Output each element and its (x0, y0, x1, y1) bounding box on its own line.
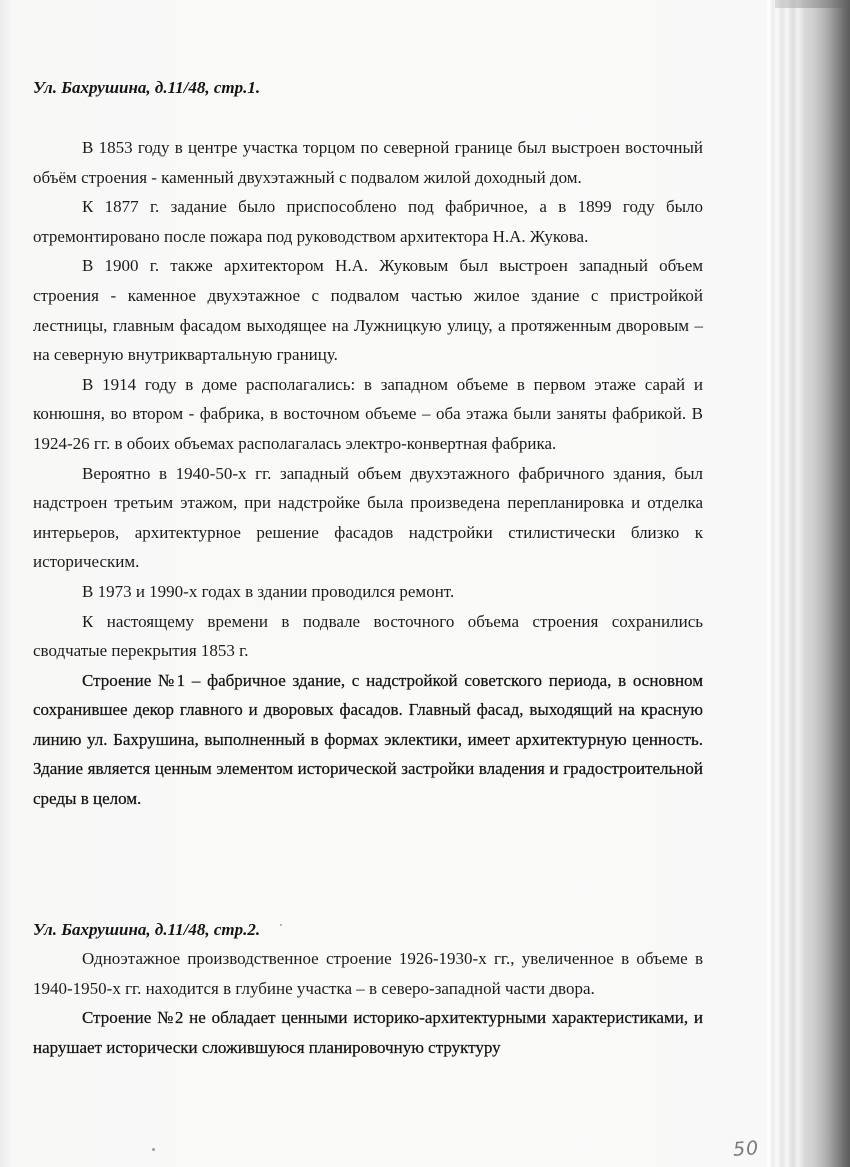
paragraph: К настоящему времени в подвале восточного объема строения сохранились сводчатые перекрытия 1853 г. (33, 611, 703, 661)
paragraph: В 1973 и 1990-х годах в здании проводился ремонт. (82, 581, 455, 601)
page-number: 50 (732, 1137, 760, 1161)
paragraph: В 1914 году в доме располагались: в западном объеме в первом этаже сарай и конюшня, во втором - фабрика, в восточном объеме – оба этажа были заняты фабрикой. В 1924-26 гг. в обоих объемах располагалась электро-конвертная фабрика. (33, 374, 703, 453)
paragraph-assessment: Строение №2 не обладает ценными историко-архитектурными характеристиками, и нарушает исторически сложившуюся планировочную структуру (33, 1008, 703, 1057)
paragraph: Вероятно в 1940-50-х гг. западный объем двухэтажного фабричного здания, был надстроен третьим этажом, при надстройке была произведена перепланировка и отделка интерьеров, архитектурное решение фасадов надстройки стилистически близко к историческим. (33, 463, 703, 572)
paragraph: В 1900 г. также архитектором Н.А. Жуковым был выстроен западный объем строения - каменное двухэтажное с подвалом частью жилое здание с пристройкой лестницы, главным фасадом выходящее на Лужницкую улицу, а протяженным дворовым – на северную внутриквартальную границу. (33, 256, 703, 365)
section-heading-2: Ул. Бахрушина, д.11/48, стр.2. (33, 920, 261, 939)
page-stack-edge (765, 0, 850, 1167)
section-heading-1: Ул. Бахрушина, д.11/48, стр.1. (33, 78, 261, 97)
scan-speck (152, 1148, 155, 1151)
scan-speck (280, 924, 282, 926)
paragraph: В 1853 году в центре участка торцом по северной границе был выстроен восточный объём строения - каменный двухэтажный с подвалом жилой доходный дом. (33, 138, 703, 187)
paragraph: Одноэтажное производственное строение 1926-1930-х гг., увеличенное в объеме в 1940-1950-х гг. находится в глубине участка – в северо-западной части двора. (33, 949, 703, 998)
section-body-1 (33, 133, 703, 814)
paragraph: К 1877 г. задание было приспособлено под фабричное, а в 1899 году было отремонтировано после пожара под руководством архитектора Н.А. Жукова. (33, 197, 703, 246)
paragraph-assessment: Строение №1 – фабричное здание, с надстройкой советского периода, в основном сохранившее декор главного и дворовых фасадов. Главный фасад, выходящий на красную линию ул. Бахрушина, выполненный в формах эклектики, имеет архитектурную ценность. Здание является ценным элементом исторической застройки владения и градостроительной среды в целом. (33, 670, 703, 809)
section-body-2 (33, 944, 703, 1062)
